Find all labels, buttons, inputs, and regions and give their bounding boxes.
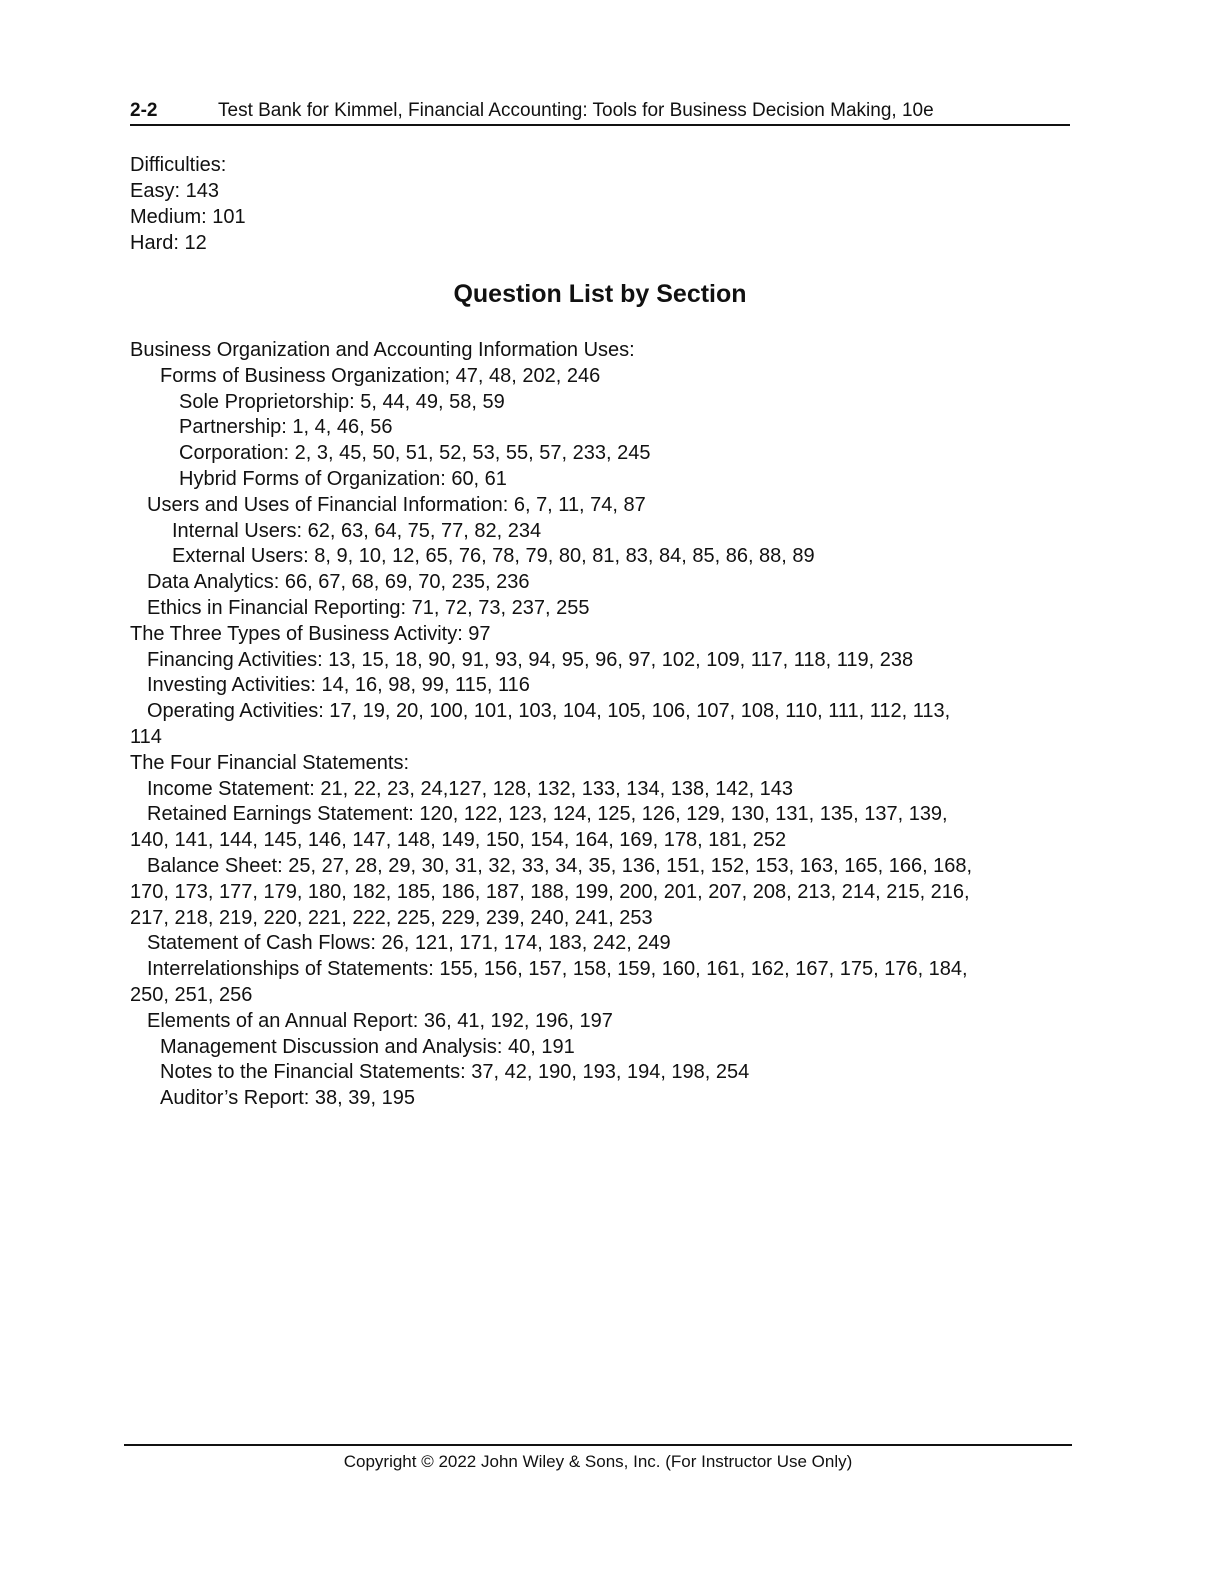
section-heading: Question List by Section <box>453 280 747 308</box>
question-list <box>130 338 1070 1112</box>
subtopic-retained-earnings-statement: Retained Earnings Statement: 120, 122, 123, 124, 125, 126, 129, 130, 131, 135, 137, 139, <box>147 803 948 826</box>
subtopic-financing-activities: Financing Activities: 13, 15, 18, 90, 91, 93, 94, 95, 96, 97, 102, 109, 117, 118, 119, 238 <box>147 648 914 671</box>
page-header <box>130 100 1070 126</box>
topic-three-types-of-business-activity: The Three Types of Business Activity: 97 <box>130 622 491 645</box>
subtopic-investing-activities: Investing Activities: 14, 16, 98, 99, 115, 116 <box>147 674 530 697</box>
difficulty-hard: Hard: 12 <box>130 232 207 254</box>
subtopic-statement-of-cash-flows: Statement of Cash Flows: 26, 121, 171, 174, 183, 242, 249 <box>147 932 671 955</box>
continuation-line: 114 <box>130 725 162 748</box>
difficulties-block <box>130 152 246 256</box>
subtopic-corporation: Corporation: 2, 3, 45, 50, 51, 52, 53, 55, 57, 233, 245 <box>179 442 651 465</box>
continuation-line: 170, 173, 177, 179, 180, 182, 185, 186, 187, 188, 199, 200, 201, 207, 208, 213, 214, 215, 216, <box>130 880 970 903</box>
subtopic-income-statement: Income Statement: 21, 22, 23, 24,127, 128, 132, 133, 134, 138, 142, 143 <box>147 777 794 800</box>
topic-four-financial-statements: The Four Financial Statements: <box>130 751 410 774</box>
page-number: 2-2 <box>130 100 158 121</box>
subtopic-auditors-report: Auditor’s Report: 38, 39, 195 <box>160 1087 415 1110</box>
continuation-line: 250, 251, 256 <box>130 983 253 1006</box>
copyright-footer: Copyright © 2022 John Wiley & Sons, Inc. (For Instructor Use Only) <box>343 1452 853 1471</box>
subtopic-external-users: External Users: 8, 9, 10, 12, 65, 76, 78, 79, 80, 81, 83, 84, 85, 86, 88, 89 <box>172 545 815 568</box>
difficulty-easy: Easy: 143 <box>130 180 219 202</box>
subtopic-internal-users: Internal Users: 62, 63, 64, 75, 77, 82, 234 <box>172 519 542 542</box>
continuation-line: 217, 218, 219, 220, 221, 222, 225, 229, 239, 240, 241, 253 <box>130 906 653 929</box>
difficulties-label: Difficulties: <box>130 154 227 176</box>
subtopic-balance-sheet: Balance Sheet: 25, 27, 28, 29, 30, 31, 32, 33, 34, 35, 136, 151, 152, 153, 163, 165, 166, 168, <box>147 854 973 877</box>
subtopic-hybrid-forms: Hybrid Forms of Organization: 60, 61 <box>179 467 507 490</box>
subtopic-interrelationships: Interrelationships of Statements: 155, 156, 157, 158, 159, 160, 161, 162, 167, 175, 176, 184, <box>147 958 968 981</box>
subtopic-users-and-uses: Users and Uses of Financial Information: 6, 7, 11, 74, 87 <box>147 493 646 516</box>
subtopic-elements-of-annual-report: Elements of an Annual Report: 36, 41, 192, 196, 197 <box>147 1009 613 1032</box>
footer-divider <box>124 1444 1072 1446</box>
subtopic-forms-of-business-organization: Forms of Business Organization; 47, 48, 202, 246 <box>160 364 601 387</box>
subtopic-sole-proprietorship: Sole Proprietorship: 5, 44, 49, 58, 59 <box>179 390 505 413</box>
subtopic-management-discussion: Management Discussion and Analysis: 40, 191 <box>160 1035 575 1058</box>
difficulty-medium: Medium: 101 <box>130 206 246 228</box>
continuation-line: 140, 141, 144, 145, 146, 147, 148, 149, 150, 154, 164, 169, 178, 181, 252 <box>130 829 787 852</box>
subtopic-data-analytics: Data Analytics: 66, 67, 68, 69, 70, 235, 236 <box>147 571 530 594</box>
running-title: Test Bank for Kimmel, Financial Accounting: Tools for Business Decision Making, 10e <box>218 100 934 121</box>
subtopic-operating-activities: Operating Activities: 17, 19, 20, 100, 101, 103, 104, 105, 106, 107, 108, 110, 111, 112, 113, <box>147 700 951 723</box>
subtopic-notes-to-financial-statements: Notes to the Financial Statements: 37, 42, 190, 193, 194, 198, 254 <box>160 1061 750 1084</box>
subtopic-partnership: Partnership: 1, 4, 46, 56 <box>179 416 393 439</box>
topic-business-organization: Business Organization and Accounting Information Uses: <box>130 339 635 361</box>
subtopic-ethics: Ethics in Financial Reporting: 71, 72, 73, 237, 255 <box>147 596 590 619</box>
